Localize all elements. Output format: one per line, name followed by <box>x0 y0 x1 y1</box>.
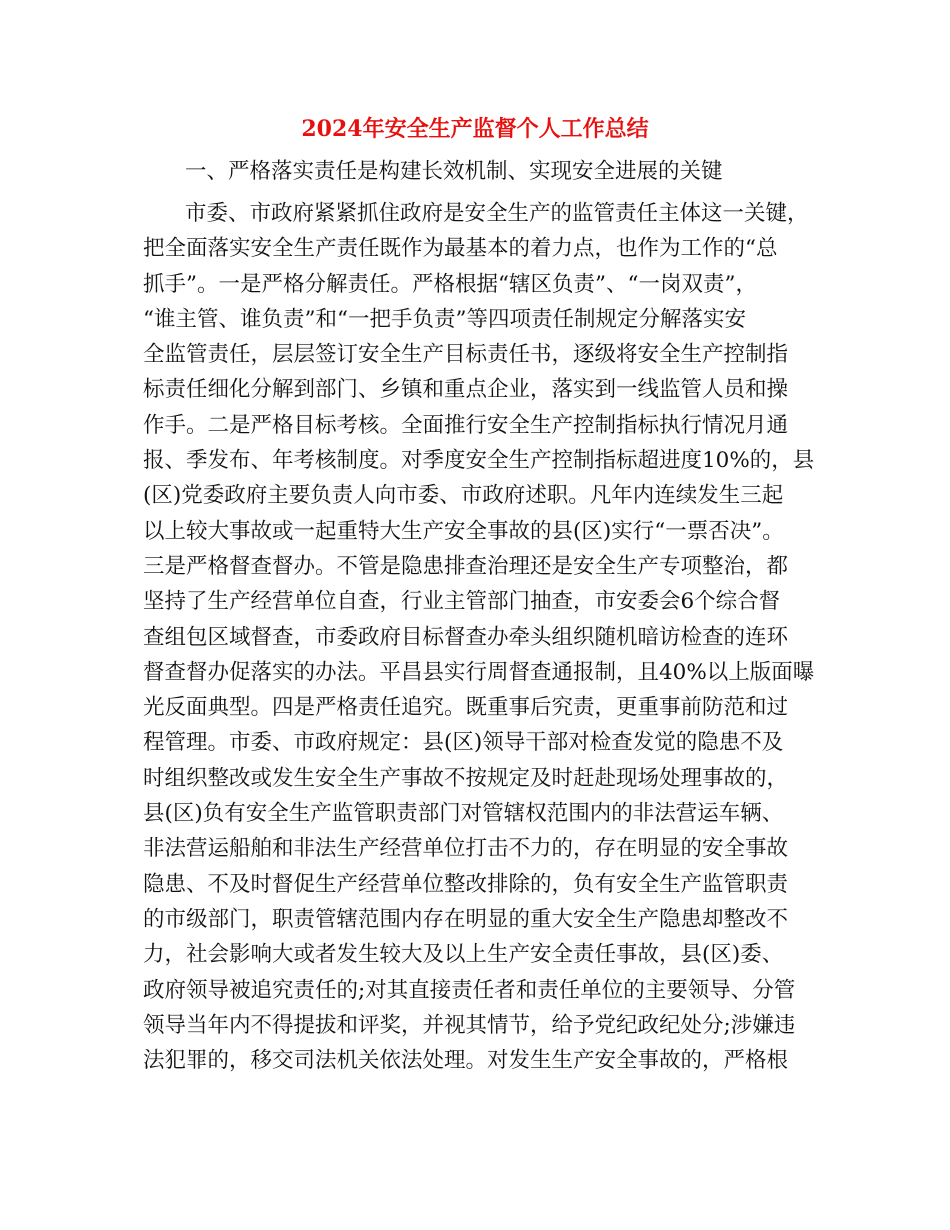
body-text <box>143 196 823 1078</box>
body-line: 时组织整改或发生安全生产事故不按规定及时赶赴现场处理事故的， <box>143 765 789 791</box>
body-line: 三是严格督查督办。不管是隐患排查治理还是安全生产专项整治，都 <box>143 553 789 579</box>
body-line: “谁主管、谁负责”和“一把手负责”等四项责任制规定分解落实安 <box>143 306 746 332</box>
body-line: 把全面落实安全生产责任既作为最基本的着力点，也作为工作的“总 <box>143 236 778 262</box>
body-line: 隐患、不及时督促生产经营单位整改排除的，负有安全生产监管职责 <box>143 871 789 897</box>
body-line: 坚持了生产经营单位自查，行业主管部门抽查，市安委会6个综合督 <box>143 589 781 615</box>
body-line: 查组包区域督查，市委政府目标督查办牵头组织随机暗访检查的连环 <box>143 624 789 650</box>
body-line: 督查督办促落实的办法。平昌县实行周督查通报制，且40%以上版面曝 <box>143 659 815 685</box>
body-line: 报、季发布、年考核制度。对季度安全生产控制指标超进度10%的，县 <box>143 448 815 474</box>
body-line: 作手。二是严格目标考核。全面推行安全生产控制指标执行情况月通 <box>143 412 789 438</box>
body-line: 非法营运船舶和非法生产经营单位打击不力的，存在明显的安全事故 <box>143 836 789 862</box>
body-line: 县(区)负有安全生产监管职责部门对管辖权范围内的非法营运车辆、 <box>143 801 784 827</box>
body-line: 领导当年内不得提拔和评奖，并视其情节，给予党纪政纪处分;涉嫌违 <box>143 1012 796 1038</box>
section-heading: 一、严格落实责任是构建长效机制、实现安全进展的关键 <box>185 159 723 184</box>
document-title: 2024年安全生产监督个人工作总结 <box>301 116 649 142</box>
body-line: 抓手”。一是严格分解责任。严格根据“辖区负责”、“一岗双责”， <box>143 271 757 297</box>
body-line: (区)党委政府主要负责人向市委、市政府述职。凡年内连续发生三起 <box>143 483 784 509</box>
body-line: 力，社会影响大或者发生较大及以上生产安全责任事故，县(区)委、 <box>143 942 784 968</box>
body-line: 全监管责任，层层签订安全生产目标责任书，逐级将安全生产控制指 <box>143 342 789 368</box>
body-line: 法犯罪的，移交司法机关依法处理。对发生生产安全事故的，严格根 <box>143 1048 789 1074</box>
body-line: 光反面典型。四是严格责任追究。既重事后究责，更重事前防范和过 <box>143 695 789 721</box>
body-line: 程管理。市委、市政府规定：县(区)领导干部对检查发觉的隐患不及 <box>143 730 784 756</box>
body-line: 政府领导被追究责任的;对其直接责任者和责任单位的主要领导、分管 <box>143 977 796 1003</box>
body-line: 市委、市政府紧紧抓住政府是安全生产的监管责任主体这一关键， <box>185 201 809 226</box>
body-line: 的市级部门，职责管辖范围内存在明显的重大安全生产隐患却整改不 <box>143 906 789 932</box>
body-line: 以上较大事故或一起重特大生产安全事故的县(区)实行“一票否决”。 <box>143 518 784 544</box>
body-line: 标责任细化分解到部门、乡镇和重点企业，落实到一线监管人员和操 <box>143 377 789 403</box>
